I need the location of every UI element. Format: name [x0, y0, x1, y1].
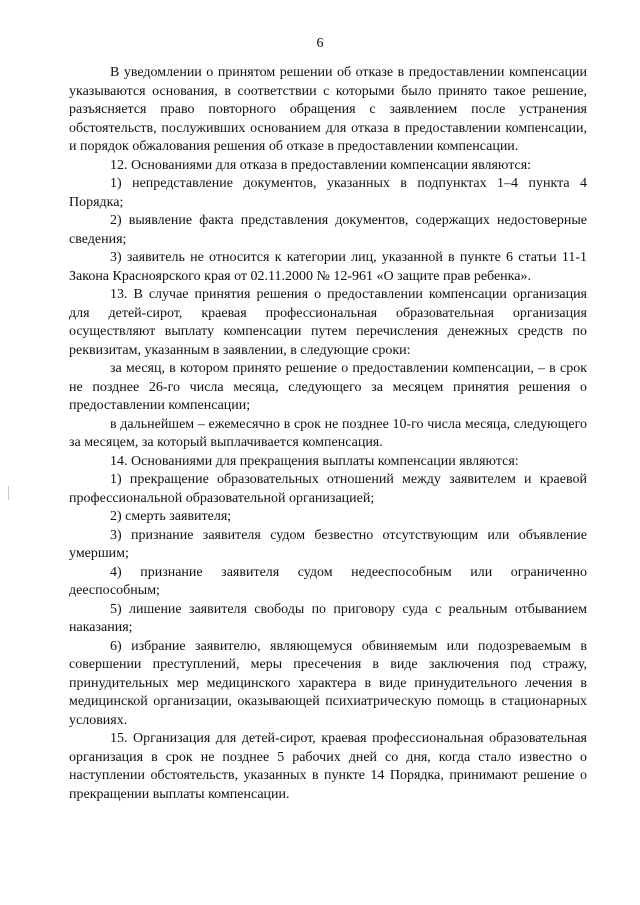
paragraph-14-item-3: 3) признание заявителя судом безвестно отсутствующим или объявление умершим; [69, 527, 587, 561]
page-number: 6 [316, 36, 324, 51]
paragraph-12-item-2: 2) выявление факта представления документов, содержащих недостоверные сведения; [69, 213, 587, 247]
paragraph-14-item-6: 6) избрание заявителю, являющемуся обвиняемым или подозреваемым в совершении преступлений, меры пресечения в виде заключения под стражу, принудительных мер медицинского характера в виде принудительного лечения в медицинской организации, оказывающей психиатрическую помощь в стационарных условиях. [69, 638, 587, 728]
margin-mark [8, 486, 9, 500]
document-body [69, 64, 587, 804]
paragraph-14-item-4: 4) признание заявителя судом недееспособным или ограниченно дееспособным; [69, 564, 587, 598]
paragraph-12-item-3: 3) заявитель не относится к категории лиц, указанной в пункте 6 статьи 11-1 Закона Красноярского края от 02.11.2000 № 12-961 «О защите прав ребенка». [69, 250, 587, 284]
paragraph-12-item-1: 1) непредставление документов, указанных в подпунктах 1–4 пункта 4 Порядка; [69, 176, 587, 210]
paragraph-14-item-2: 2) смерть заявителя; [110, 509, 232, 524]
paragraph-14-item-5: 5) лишение заявителя свободы по приговору суда с реальным отбыванием наказания; [69, 601, 587, 635]
paragraph-12-heading: 12. Основаниями для отказа в предоставлении компенсации являются: [110, 157, 532, 173]
paragraph-14-item-1: 1) прекращение образовательных отношений между заявителем и краевой профессиональной образовательной организацией; [69, 472, 587, 506]
paragraph-13-first-month: за месяц, в котором принято решение о предоставлении компенсации, – в срок не позднее 26-го числа месяца, следующего за месяцем принятия решения о предоставлении компенсации; [69, 361, 587, 413]
paragraph-13-monthly: в дальнейшем – ежемесячно в срок не позднее 10-го числа месяца, следующего за месяцем, за который выплачивается компенсация. [69, 416, 587, 450]
paragraph-refusal-notice: В уведомлении о принятом решении об отказе в предоставлении компенсации указываются основания, в соответствии с которыми было принято такое решение, разъясняется право повторного обращения с заявлением после устранения обстоятельств, послуживших основанием для отказа в предоставлении компенсации, и порядок обжалования решения об отказе в предоставлении компенсации. [69, 65, 587, 154]
paragraph-13: 13. В случае принятия решения о предоставлении компенсации организация для детей-сирот, краевая профессиональная образовательная организация осуществляют выплату компенсации путем перечисления денежных средств по реквизитам, указанным в заявлении, в следующие сроки: [69, 287, 587, 358]
paragraph-14-heading: 14. Основаниями для прекращения выплаты компенсации являются: [110, 453, 519, 469]
paragraph-15: 15. Организация для детей-сирот, краевая профессиональная образовательная организация в срок не позднее 5 рабочих дней со дня, когда стало известно о наступлении обстоятельств, указанных в пункте 14 Порядка, принимают решение о прекращении выплаты компенсации. [69, 731, 587, 802]
